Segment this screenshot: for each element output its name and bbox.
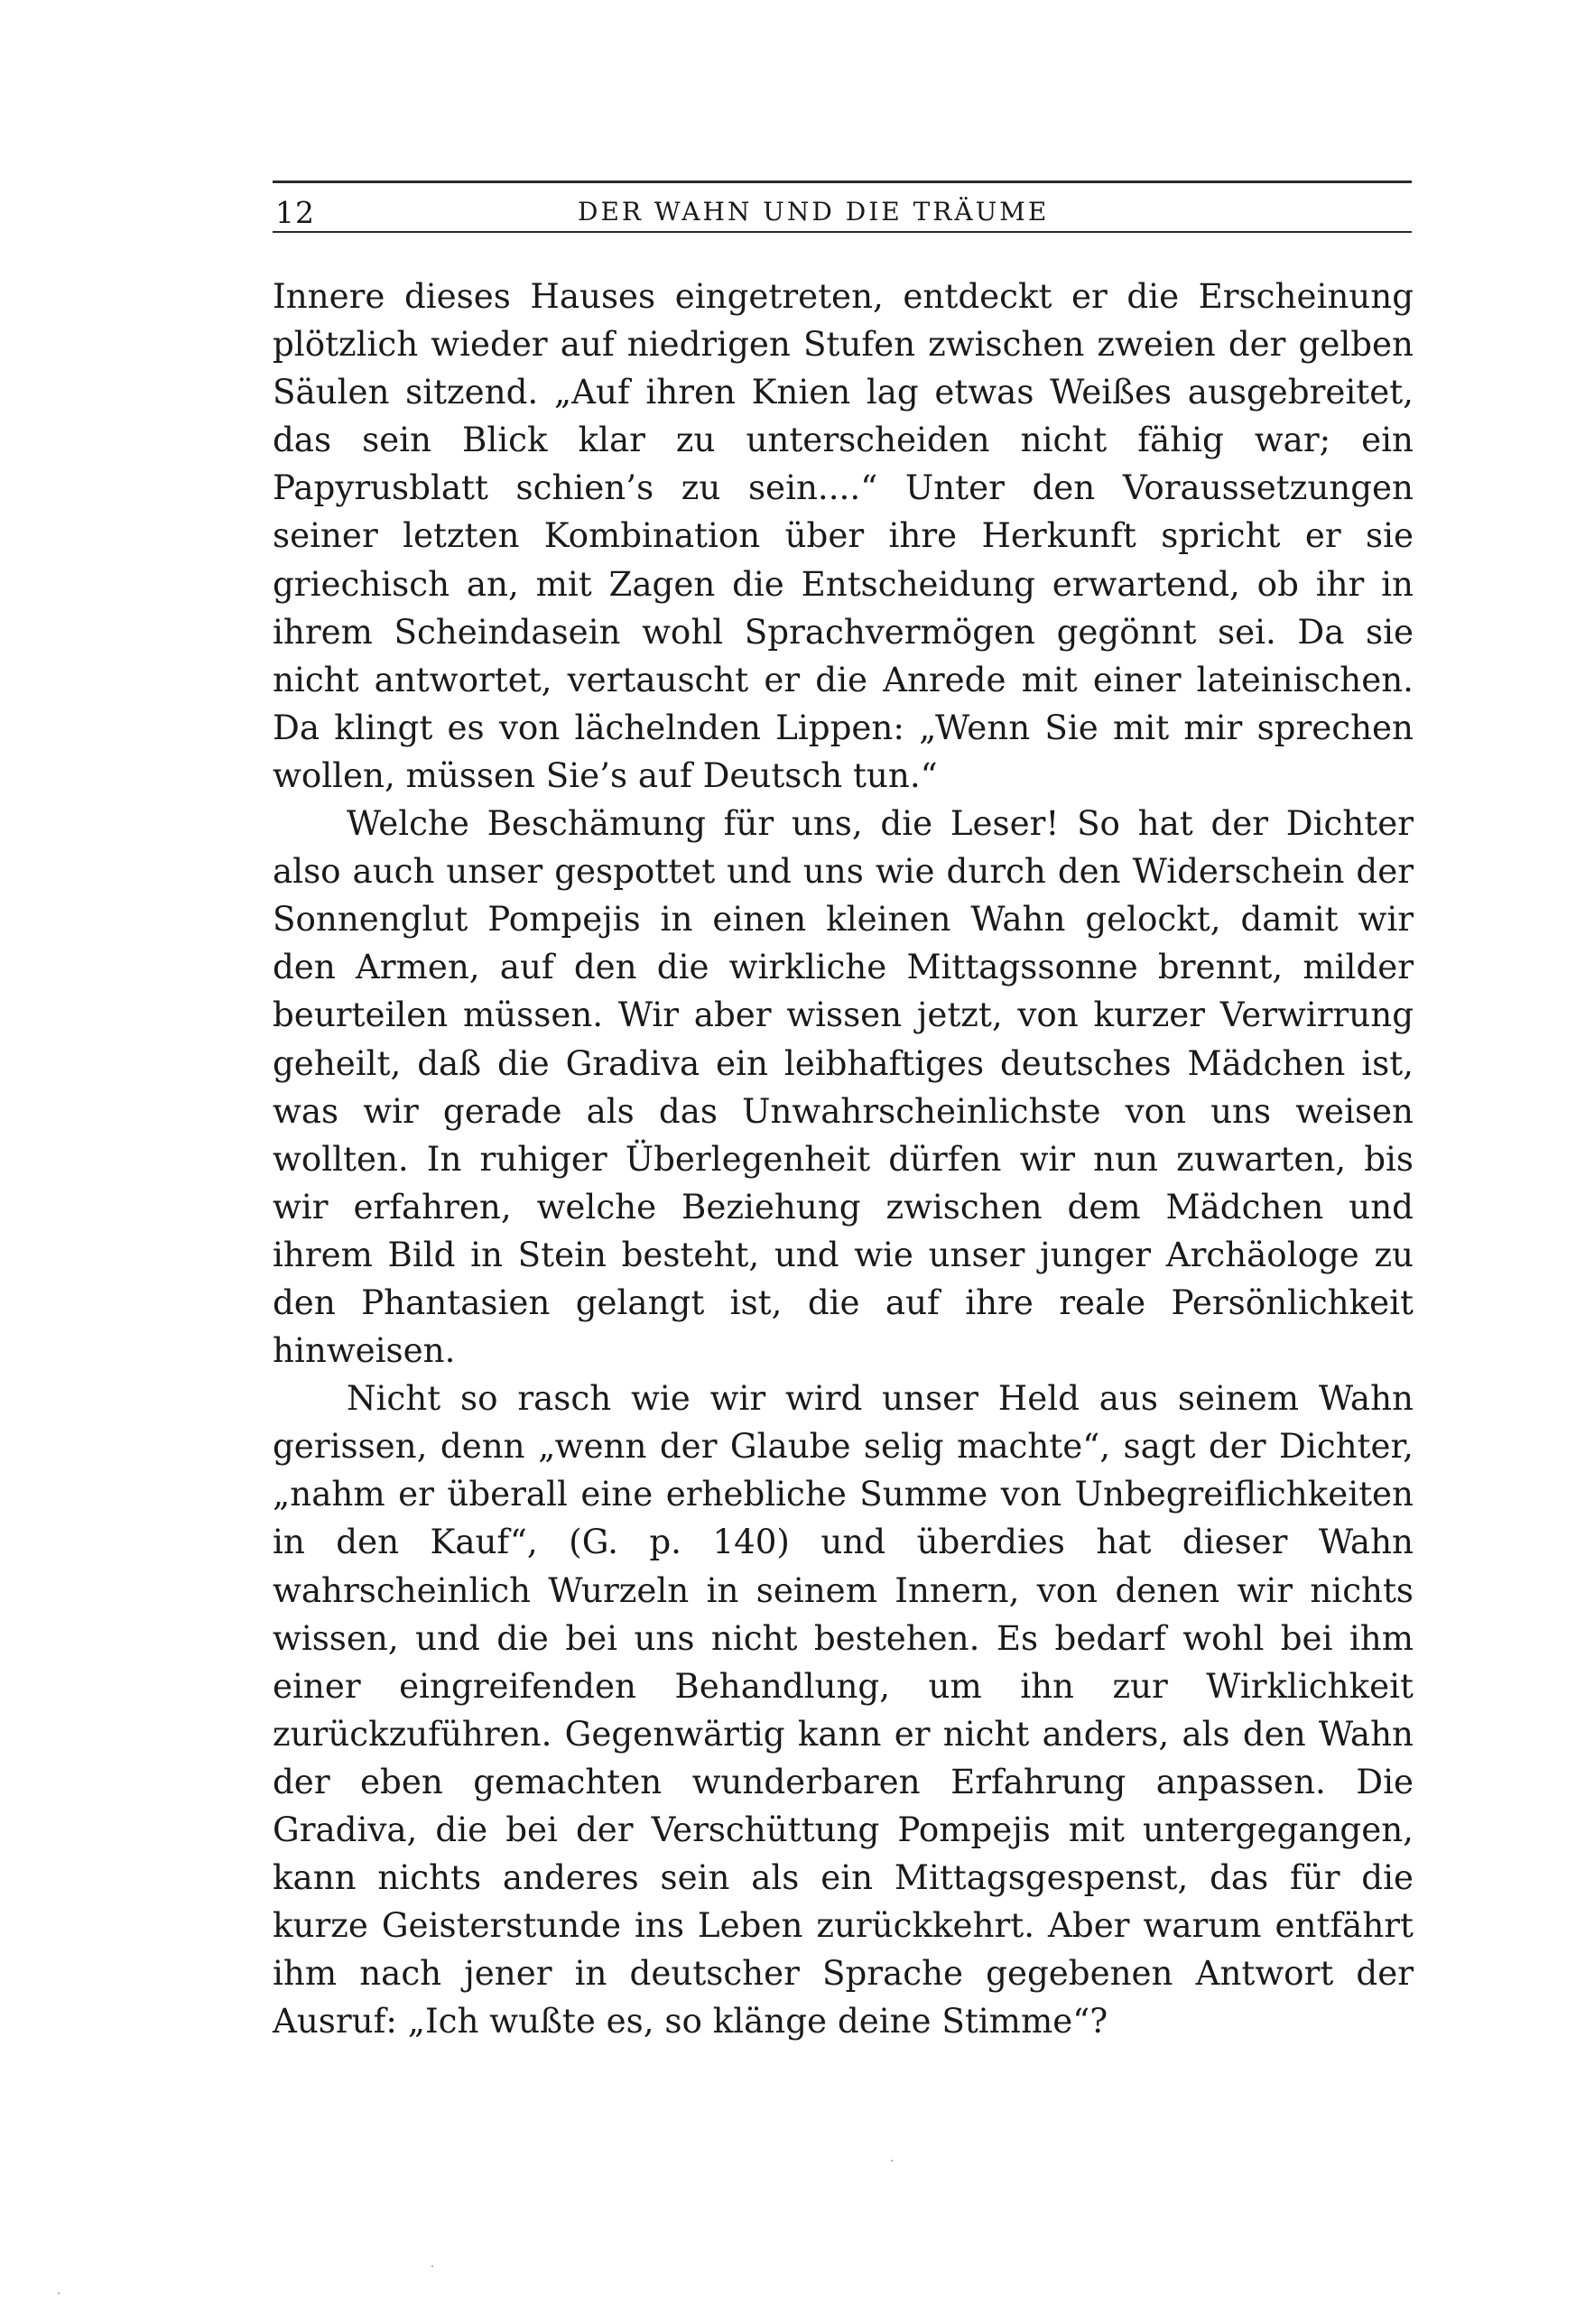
header-top-rule	[273, 181, 1412, 183]
running-title: DER WAHN UND DIE TRÄUME	[578, 197, 1050, 227]
paragraph-continued: Innere dieses Hauses eingetreten, entdeckt er die Erscheinung plötzlich wieder auf niedrigen Stufen zwischen zweien der gelben Säulen sitzend. „Auf ihren Knien lag etwas Weißes ausgebreitet, das sein Blick klar zu unterscheiden nicht fähig war; ein Papyrusblatt schien’s zu sein....“ Unter den Voraussetzungen seiner letzten Kombination über ihre Herkunft spricht er sie griechisch an, mit Zagen die Entscheidung erwartend, ob ihr in ihrem Scheindasein wohl Sprachvermögen gegönnt sei. Da sie nicht antwortet, vertauscht er die Anrede mit einer lateinischen. Da klingt es von lächelnden Lippen: „Wenn Sie mit mir sprechen wollen, müssen Sie’s auf Deutsch tun.“	[273, 276, 1414, 795]
paragraph: Welche Beschämung für uns, die Leser! So hat der Dichter also auch unser gespottet und uns wie durch den Widerschein der Sonnenglut Pompejis in einen kleinen Wahn gelockt, damit wir den Armen, auf den die wirkliche Mittagssonne brennt, milder beurteilen müssen. Wir aber wissen jetzt, von kurzer Verwirrung geheilt, daß die Gradiva ein leibhaftiges deutsches Mädchen ist, was wir gerade als das Unwahrscheinlichste von uns weisen wollten. In ruhiger Überlegenheit dürfen wir nun zuwarten, bis wir erfahren, welche Beziehung zwischen dem Mädchen und ihrem Bild in Stein besteht, und wie unser junger Archäologe zu den Phantasien gelangt ist, die auf ihre reale Persönlichkeit hinweisen.	[273, 803, 1414, 1371]
scan-speck	[58, 2292, 60, 2294]
header-bottom-rule	[273, 231, 1412, 233]
paragraph: Nicht so rasch wie wir wird unser Held aus seinem Wahn gerissen, denn „wenn der Glaube selig machte“, sagt der Dichter, „nahm er überall eine erhebliche Summe von Unbegreiflichkeiten in den Kauf“, (G. p. 140) und überdies hat dieser Wahn wahrscheinlich Wurzeln in seinem Innern, von denen wir nichts wissen, und die bei uns nicht bestehen. Es bedarf wohl bei ihm einer eingreifenden Behandlung, um ihn zur Wirklichkeit zurückzuführen. Gegenwärtig kann er nicht anders, als den Wahn der eben gemachten wunderbaren Erfahrung anpassen. Die Gradiva, die bei der Verschüttung Pompejis mit untergegangen, kann nichts anderes sein als ein Mittagsgespenst, das für die kurze Geisterstunde ins Leben zurückkehrt. Aber warum entfährt ihm nach jener in deutscher Sprache gegebenen Antwort der Ausruf: „Ich wußte es, so klänge deine Stimme“?	[273, 1378, 1414, 2042]
scan-speck	[431, 2265, 433, 2267]
page-number: 12	[275, 195, 315, 230]
scan-speck	[891, 2160, 893, 2162]
body-text	[273, 273, 1414, 2045]
